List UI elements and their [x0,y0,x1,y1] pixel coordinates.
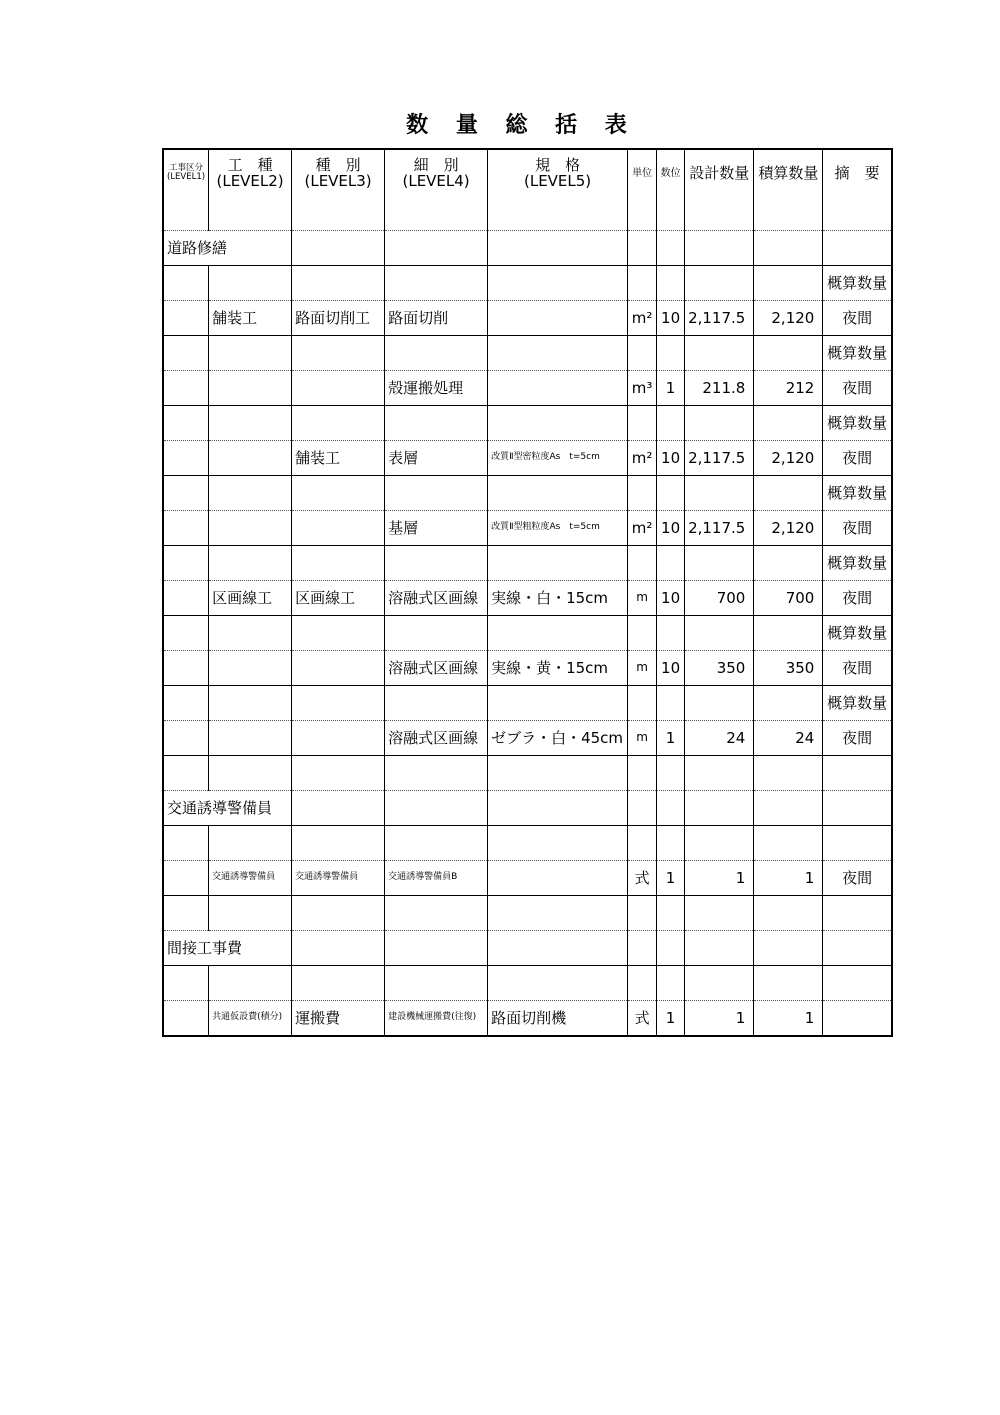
cell-remarks: 概算数量 [823,616,892,651]
cell-detail: 溶融式区画線 [385,651,488,686]
cell-detail [385,406,488,441]
table-row [163,931,892,966]
cell-estimated-quantity [754,196,823,231]
table-row [163,266,892,301]
cell-estimated-quantity [754,231,823,266]
cell-remarks [823,896,892,931]
cell-specification [488,861,628,896]
cell-remarks: 概算数量 [823,336,892,371]
cell-category [292,791,385,826]
cell-detail: 建設機械運搬費(往復) [385,1001,488,1037]
cell-remarks: 概算数量 [823,686,892,721]
table-row [163,861,892,896]
cell-unit [628,826,657,861]
cell-detail: 溶融式区画線 [385,721,488,756]
cell-digits [657,231,685,266]
cell-detail: 基層 [385,511,488,546]
cell-estimated-quantity [754,931,823,966]
cell-design-quantity: 2,117.5 [685,301,754,336]
cell-detail: 殻運搬処理 [385,371,488,406]
header-category: 種 別 (LEVEL3) [292,149,385,196]
cell-construction-category [163,406,209,441]
table-row [163,756,892,791]
cell-detail [385,686,488,721]
cell-specification [488,266,628,301]
cell-estimated-quantity: 700 [754,581,823,616]
cell-specification [488,756,628,791]
cell-detail [385,791,488,826]
cell-design-quantity [685,756,754,791]
cell-construction-category [163,826,209,861]
cell-specification [488,476,628,511]
header-specification: 規 格 (LEVEL5) [488,149,628,196]
cell-category: 舗装工 [292,441,385,476]
cell-work-type: 舗装工 [209,301,292,336]
cell-category: 運搬費 [292,1001,385,1037]
cell-digits [657,896,685,931]
cell-specification: 路面切削機 [488,1001,628,1037]
cell-estimated-quantity: 2,120 [754,301,823,336]
cell-unit: 式 [628,861,657,896]
cell-digits: 10 [657,511,685,546]
cell-estimated-quantity [754,756,823,791]
cell-construction-category [163,511,209,546]
table-header-row [163,149,892,196]
cell-unit [628,196,657,231]
cell-detail [385,756,488,791]
cell-category [292,896,385,931]
cell-category [292,196,385,231]
table-row [163,406,892,441]
cell-estimated-quantity [754,966,823,1001]
cell-estimated-quantity: 2,120 [754,441,823,476]
cell-specification [488,336,628,371]
table-row [163,1001,892,1037]
table-row [163,476,892,511]
cell-construction-category [163,266,209,301]
cell-unit [628,791,657,826]
document-title: 数 量 総 括 表 [406,113,637,138]
cell-unit: m² [628,511,657,546]
cell-estimated-quantity: 2,120 [754,511,823,546]
cell-digits [657,931,685,966]
cell-unit: m [628,581,657,616]
cell-estimated-quantity [754,826,823,861]
cell-unit [628,231,657,266]
cell-category: 路面切削工 [292,301,385,336]
cell-category [292,546,385,581]
cell-unit: 式 [628,1001,657,1037]
cell-specification [488,196,628,231]
header-unit: 単位 [628,149,657,196]
cell-unit [628,336,657,371]
cell-construction-category [163,1001,209,1037]
cell-digits: 10 [657,301,685,336]
cell-specification: 実線・白・15cm [488,581,628,616]
cell-unit [628,931,657,966]
cell-design-quantity [685,616,754,651]
header-design-quantity: 設計数量 [685,149,754,196]
header-detail: 細 別 (LEVEL4) [385,149,488,196]
cell-design-quantity: 2,117.5 [685,441,754,476]
cell-category [292,931,385,966]
cell-design-quantity [685,686,754,721]
cell-estimated-quantity: 24 [754,721,823,756]
cell-design-quantity: 24 [685,721,754,756]
cell-category: 区画線工 [292,581,385,616]
cell-remarks: 夜間 [823,441,892,476]
cell-unit [628,896,657,931]
cell-construction-category [163,196,209,231]
cell-remarks [823,826,892,861]
cell-specification [488,791,628,826]
cell-specification [488,686,628,721]
cell-construction-category [163,476,209,511]
header-work-type: 工 種 (LEVEL2) [209,149,292,196]
cell-digits [657,826,685,861]
cell-digits [657,266,685,301]
cell-design-quantity: 1 [685,1001,754,1037]
table-row [163,651,892,686]
cell-unit: m [628,651,657,686]
cell-construction-category [163,546,209,581]
cell-detail: 交通誘導警備員B [385,861,488,896]
cell-design-quantity [685,931,754,966]
cell-specification: 改質Ⅱ型粗粒度As t=5cm [488,511,628,546]
cell-work-type: 交通誘導警備員 [209,861,292,896]
cell-work-type [209,546,292,581]
cell-digits [657,336,685,371]
cell-digits [657,546,685,581]
cell-specification [488,616,628,651]
cell-construction-category: 間接工事費 [163,931,292,966]
cell-estimated-quantity [754,406,823,441]
cell-unit [628,476,657,511]
cell-estimated-quantity: 212 [754,371,823,406]
cell-remarks: 夜間 [823,861,892,896]
cell-remarks: 夜間 [823,301,892,336]
cell-construction-category [163,336,209,371]
cell-design-quantity [685,826,754,861]
cell-digits [657,756,685,791]
cell-construction-category [163,651,209,686]
cell-design-quantity [685,476,754,511]
cell-specification [488,826,628,861]
cell-estimated-quantity [754,791,823,826]
cell-design-quantity [685,896,754,931]
cell-design-quantity [685,196,754,231]
cell-construction-category [163,616,209,651]
cell-unit: m [628,721,657,756]
cell-work-type [209,476,292,511]
cell-digits: 10 [657,581,685,616]
table-row [163,441,892,476]
cell-remarks [823,791,892,826]
cell-category [292,406,385,441]
cell-specification: 改質Ⅱ型密粒度As t=5cm [488,441,628,476]
cell-category [292,511,385,546]
cell-estimated-quantity [754,686,823,721]
cell-digits [657,966,685,1001]
cell-remarks: 概算数量 [823,476,892,511]
cell-work-type [209,266,292,301]
cell-detail [385,896,488,931]
cell-digits: 1 [657,861,685,896]
cell-remarks: 夜間 [823,581,892,616]
cell-unit: m² [628,301,657,336]
cell-design-quantity [685,336,754,371]
cell-specification [488,931,628,966]
cell-design-quantity: 350 [685,651,754,686]
cell-construction-category [163,896,209,931]
cell-remarks [823,231,892,266]
cell-category [292,721,385,756]
cell-construction-category: 道路修繕 [163,231,292,266]
cell-design-quantity: 700 [685,581,754,616]
cell-work-type [209,511,292,546]
cell-remarks: 概算数量 [823,406,892,441]
cell-detail [385,231,488,266]
cell-specification: ゼブラ・白・45cm [488,721,628,756]
cell-category [292,266,385,301]
cell-unit [628,266,657,301]
cell-digits: 1 [657,721,685,756]
table-row [163,721,892,756]
cell-construction-category [163,861,209,896]
table-row [163,301,892,336]
cell-work-type [209,721,292,756]
cell-category [292,231,385,266]
cell-estimated-quantity [754,266,823,301]
table-row [163,581,892,616]
cell-digits [657,196,685,231]
cell-construction-category [163,756,209,791]
cell-design-quantity [685,231,754,266]
cell-category [292,371,385,406]
cell-estimated-quantity [754,896,823,931]
cell-digits: 10 [657,651,685,686]
table-row [163,196,892,231]
cell-work-type: 区画線工 [209,581,292,616]
cell-remarks [823,756,892,791]
cell-category: 交通誘導警備員 [292,861,385,896]
cell-design-quantity [685,791,754,826]
cell-category [292,686,385,721]
cell-remarks: 夜間 [823,721,892,756]
cell-estimated-quantity: 1 [754,1001,823,1037]
table-row [163,686,892,721]
cell-work-type [209,966,292,1001]
cell-design-quantity [685,406,754,441]
cell-design-quantity [685,266,754,301]
cell-remarks [823,1001,892,1037]
cell-detail [385,616,488,651]
cell-unit [628,686,657,721]
cell-unit [628,756,657,791]
cell-construction-category [163,966,209,1001]
cell-work-type [209,196,292,231]
table-row [163,231,892,266]
cell-estimated-quantity [754,546,823,581]
cell-estimated-quantity [754,336,823,371]
cell-design-quantity [685,966,754,1001]
cell-work-type: 共通仮設費(積分) [209,1001,292,1037]
cell-remarks: 夜間 [823,651,892,686]
cell-digits: 1 [657,371,685,406]
cell-category [292,651,385,686]
cell-work-type [209,896,292,931]
cell-construction-category [163,686,209,721]
cell-design-quantity [685,546,754,581]
cell-detail: 表層 [385,441,488,476]
cell-work-type [209,441,292,476]
cell-unit [628,546,657,581]
cell-work-type [209,756,292,791]
cell-digits [657,616,685,651]
cell-work-type [209,336,292,371]
cell-construction-category [163,371,209,406]
table-row [163,896,892,931]
cell-estimated-quantity [754,476,823,511]
cell-category [292,616,385,651]
table-row [163,616,892,651]
cell-specification [488,301,628,336]
cell-work-type [209,371,292,406]
cell-digits: 10 [657,441,685,476]
cell-detail [385,546,488,581]
table-row [163,336,892,371]
cell-design-quantity: 2,117.5 [685,511,754,546]
cell-estimated-quantity: 1 [754,861,823,896]
cell-detail [385,336,488,371]
cell-work-type [209,616,292,651]
cell-category [292,826,385,861]
header-digits: 数位 [657,149,685,196]
cell-detail [385,266,488,301]
cell-specification: 実線・黄・15cm [488,651,628,686]
cell-remarks: 夜間 [823,511,892,546]
quantity-summary-table [162,148,893,1037]
table-row [163,966,892,1001]
cell-remarks [823,966,892,1001]
cell-estimated-quantity [754,616,823,651]
cell-digits [657,686,685,721]
cell-unit: m³ [628,371,657,406]
cell-unit: m² [628,441,657,476]
cell-detail: 路面切削 [385,301,488,336]
cell-specification [488,966,628,1001]
cell-work-type [209,826,292,861]
cell-digits [657,791,685,826]
cell-specification [488,406,628,441]
cell-work-type [209,651,292,686]
cell-remarks: 夜間 [823,371,892,406]
cell-design-quantity: 1 [685,861,754,896]
cell-remarks: 概算数量 [823,546,892,581]
cell-detail [385,966,488,1001]
cell-detail: 溶融式区画線 [385,581,488,616]
cell-digits [657,406,685,441]
cell-detail [385,476,488,511]
table-row [163,826,892,861]
table-row [163,511,892,546]
cell-remarks [823,196,892,231]
cell-digits: 1 [657,1001,685,1037]
cell-estimated-quantity: 350 [754,651,823,686]
cell-detail [385,931,488,966]
table-row [163,371,892,406]
cell-category [292,336,385,371]
cell-remarks: 概算数量 [823,266,892,301]
cell-construction-category [163,721,209,756]
cell-digits [657,476,685,511]
cell-work-type [209,686,292,721]
cell-category [292,756,385,791]
cell-specification [488,546,628,581]
cell-detail [385,826,488,861]
cell-unit [628,406,657,441]
cell-category [292,966,385,1001]
header-estimated-quantity: 積算数量 [754,149,823,196]
cell-unit [628,616,657,651]
cell-remarks [823,931,892,966]
cell-specification [488,371,628,406]
cell-design-quantity: 211.8 [685,371,754,406]
cell-category [292,476,385,511]
cell-detail [385,196,488,231]
cell-unit [628,966,657,1001]
table-row [163,791,892,826]
cell-work-type [209,406,292,441]
cell-specification [488,231,628,266]
cell-construction-category: 交通誘導警備員 [163,791,292,826]
cell-construction-category [163,441,209,476]
cell-construction-category [163,581,209,616]
header-remarks: 摘 要 [823,149,892,196]
cell-construction-category [163,301,209,336]
table-row [163,546,892,581]
header-construction-category: 工事区分 (LEVEL1) [163,149,209,196]
cell-specification [488,896,628,931]
